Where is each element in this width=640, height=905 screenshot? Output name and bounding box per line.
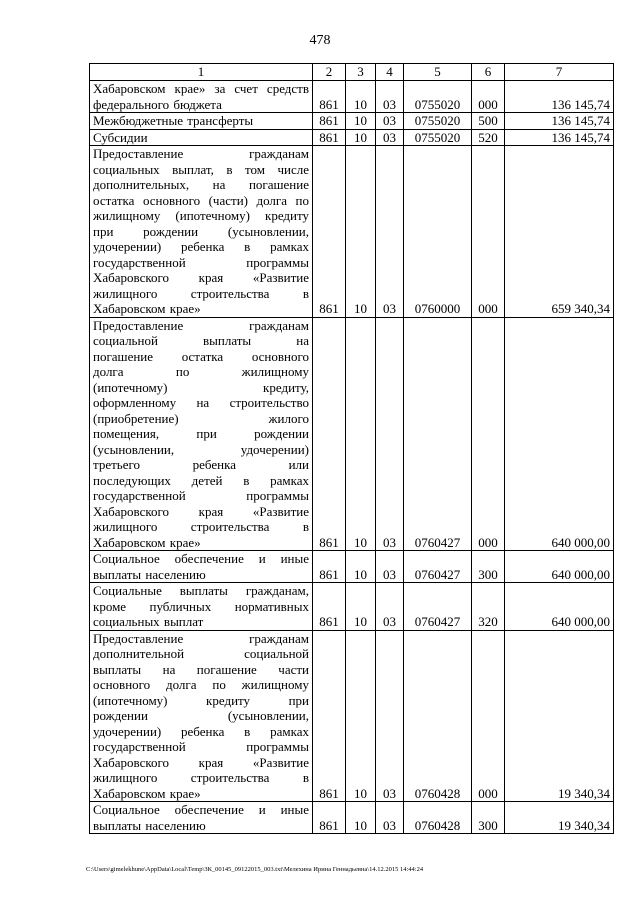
amount-cell: 136 145,74 bbox=[505, 113, 614, 130]
header-col-2: 2 bbox=[313, 64, 346, 81]
target-article-cell: 0755020 bbox=[404, 129, 472, 146]
target-article-cell: 0760000 bbox=[404, 146, 472, 318]
header-col-4: 4 bbox=[376, 64, 404, 81]
row-name-line: Предоставление гражданам bbox=[93, 317, 309, 333]
row-name-line: оформленному на строительство bbox=[93, 395, 309, 410]
row-name-cell bbox=[90, 81, 313, 113]
table-row bbox=[90, 583, 614, 631]
row-name-line: Хабаровского края «Развитие bbox=[93, 503, 309, 519]
target-article-cell: 0755020 bbox=[404, 81, 472, 113]
table-row bbox=[90, 802, 614, 834]
target-article-cell: 0760427 bbox=[404, 583, 472, 631]
row-name-line: Хабаровского края «Развитие bbox=[93, 754, 309, 770]
table-row bbox=[90, 630, 614, 802]
row-name-line: Хабаровского края «Развитие bbox=[93, 270, 309, 285]
row-name-line: жилищного строительства в bbox=[93, 770, 309, 785]
header-col-7: 7 bbox=[505, 64, 614, 81]
table-row bbox=[90, 113, 614, 130]
section-cell: 10 bbox=[346, 113, 376, 130]
table-row bbox=[90, 81, 614, 113]
row-name-line: государственной программы bbox=[93, 739, 309, 754]
row-name-line: (усыновлении, удочерении) bbox=[93, 441, 309, 457]
subsection-cell: 03 bbox=[376, 630, 404, 802]
row-name-line: Предоставление гражданам bbox=[93, 146, 309, 161]
row-name-line: выплаты населению bbox=[93, 817, 206, 833]
code-cell: 861 bbox=[313, 113, 346, 130]
row-name-line: при рождении (усыновлении, bbox=[93, 223, 309, 239]
section-cell: 10 bbox=[346, 630, 376, 802]
section-cell: 10 bbox=[346, 146, 376, 318]
expense-type-cell: 500 bbox=[472, 113, 505, 130]
row-name-line: Предоставление гражданам bbox=[93, 630, 309, 646]
row-name-line: Социальные выплаты гражданам, bbox=[93, 583, 309, 598]
section-cell: 10 bbox=[346, 317, 376, 551]
code-cell: 861 bbox=[313, 583, 346, 631]
expense-type-cell: 000 bbox=[472, 317, 505, 551]
row-name-line: Хабаровском крае» bbox=[93, 301, 201, 316]
row-name-cell bbox=[90, 630, 313, 802]
row-name-line: Социальное обеспечение и иные bbox=[93, 802, 309, 817]
row-name-line: Субсидии bbox=[93, 129, 148, 145]
section-cell: 10 bbox=[346, 802, 376, 834]
expense-type-cell: 520 bbox=[472, 129, 505, 146]
table-row bbox=[90, 129, 614, 146]
row-name-line: государственной программы bbox=[93, 254, 309, 270]
code-cell: 861 bbox=[313, 802, 346, 834]
row-name-line: жилищного строительства в bbox=[93, 519, 309, 534]
target-article-cell: 0760428 bbox=[404, 802, 472, 834]
section-cell: 10 bbox=[346, 129, 376, 146]
amount-cell: 640 000,00 bbox=[505, 317, 614, 551]
row-name-line: погашение остатка основного bbox=[93, 348, 309, 364]
row-name-line: федерального бюджета bbox=[93, 96, 222, 112]
header-col-6: 6 bbox=[472, 64, 505, 81]
header-col-5: 5 bbox=[404, 64, 472, 81]
row-name-cell bbox=[90, 113, 313, 130]
code-cell: 861 bbox=[313, 630, 346, 802]
subsection-cell: 03 bbox=[376, 551, 404, 583]
table-row bbox=[90, 551, 614, 583]
row-name-line: выплаты населению bbox=[93, 566, 206, 582]
amount-cell: 19 340,34 bbox=[505, 802, 614, 834]
section-cell: 10 bbox=[346, 583, 376, 631]
row-name-line: социальных выплат, в том числе bbox=[93, 161, 309, 177]
subsection-cell: 03 bbox=[376, 146, 404, 318]
subsection-cell: 03 bbox=[376, 129, 404, 146]
row-name-line: выплаты на погашение части bbox=[93, 661, 309, 677]
amount-cell: 136 145,74 bbox=[505, 129, 614, 146]
row-name-line: (ипотечному) кредиту, bbox=[93, 379, 309, 395]
row-name-cell bbox=[90, 317, 313, 551]
row-name-line: социальной выплаты на bbox=[93, 333, 309, 348]
table-row bbox=[90, 146, 614, 318]
section-cell: 10 bbox=[346, 81, 376, 113]
row-name-cell bbox=[90, 129, 313, 146]
target-article-cell: 0760428 bbox=[404, 630, 472, 802]
row-name-line: последующих детей в рамках bbox=[93, 472, 309, 488]
table-row bbox=[90, 317, 614, 551]
expense-type-cell: 300 bbox=[472, 551, 505, 583]
row-name-cell bbox=[90, 551, 313, 583]
page-number: 478 bbox=[309, 33, 331, 48]
row-name-line: основного долга по жилищному bbox=[93, 677, 309, 692]
code-cell: 861 bbox=[313, 146, 346, 318]
expense-type-cell: 000 bbox=[472, 146, 505, 318]
row-name-line: удочерении) ребенка в рамках bbox=[93, 723, 309, 739]
row-name-line: дополнительных, на погашение bbox=[93, 177, 309, 192]
code-cell: 861 bbox=[313, 81, 346, 113]
amount-cell: 659 340,34 bbox=[505, 146, 614, 318]
subsection-cell: 03 bbox=[376, 802, 404, 834]
code-cell: 861 bbox=[313, 129, 346, 146]
row-name-line: Социальное обеспечение и иные bbox=[93, 551, 309, 566]
row-name-cell bbox=[90, 802, 313, 834]
row-name-line: кроме публичных нормативных bbox=[93, 598, 309, 614]
amount-cell: 640 000,00 bbox=[505, 551, 614, 583]
header-col-1: 1 bbox=[90, 64, 313, 81]
file-path-footer: C:\Users\gimelekhune\AppData\Local\Temp\ЗК_00145_09122015_003.txt\Мелехина Ирина Геннадьевна\14.12.2015 14:44:24 bbox=[86, 866, 424, 873]
expense-type-cell: 300 bbox=[472, 802, 505, 834]
expense-type-cell: 320 bbox=[472, 583, 505, 631]
subsection-cell: 03 bbox=[376, 583, 404, 631]
target-article-cell: 0760427 bbox=[404, 551, 472, 583]
row-name-line: Межбюджетные трансферты bbox=[93, 113, 254, 128]
amount-cell: 136 145,74 bbox=[505, 81, 614, 113]
row-name-cell bbox=[90, 583, 313, 631]
row-name-line: (ипотечному) кредиту при bbox=[93, 692, 309, 708]
row-name-cell bbox=[90, 146, 313, 318]
subsection-cell: 03 bbox=[376, 81, 404, 113]
row-name-line: социальных выплат bbox=[93, 614, 204, 629]
budget-table bbox=[89, 63, 614, 834]
row-name-line: дополнительной социальной bbox=[93, 646, 309, 661]
row-name-line: рождении (усыновлении, bbox=[93, 708, 309, 723]
subsection-cell: 03 bbox=[376, 113, 404, 130]
header-row bbox=[90, 64, 614, 81]
row-name-line: государственной программы bbox=[93, 488, 309, 503]
subsection-cell: 03 bbox=[376, 317, 404, 551]
target-article-cell: 0760427 bbox=[404, 317, 472, 551]
row-name-line: жилищному (ипотечному) кредиту bbox=[93, 208, 309, 223]
row-name-line: остатка основного (части) долга по bbox=[93, 192, 309, 208]
row-name-line: удочерении) ребенка в рамках bbox=[93, 239, 309, 254]
row-name-line: (приобретение) жилого bbox=[93, 410, 309, 426]
section-cell: 10 bbox=[346, 551, 376, 583]
row-name-line: Хабаровском крае» bbox=[93, 785, 201, 801]
code-cell: 861 bbox=[313, 317, 346, 551]
header-col-3: 3 bbox=[346, 64, 376, 81]
row-name-line: долга по жилищному bbox=[93, 364, 309, 379]
amount-cell: 640 000,00 bbox=[505, 583, 614, 631]
target-article-cell: 0755020 bbox=[404, 113, 472, 130]
row-name-line: Хабаровском крае» bbox=[93, 534, 201, 550]
expense-type-cell: 000 bbox=[472, 81, 505, 113]
code-cell: 861 bbox=[313, 551, 346, 583]
expense-type-cell: 000 bbox=[472, 630, 505, 802]
row-name-line: третьего ребенка или bbox=[93, 457, 309, 472]
amount-cell: 19 340,34 bbox=[505, 630, 614, 802]
row-name-line: Хабаровском крае» за счет средств bbox=[93, 81, 309, 96]
row-name-line: жилищного строительства в bbox=[93, 285, 309, 301]
row-name-line: помещения, при рождении bbox=[93, 426, 309, 441]
